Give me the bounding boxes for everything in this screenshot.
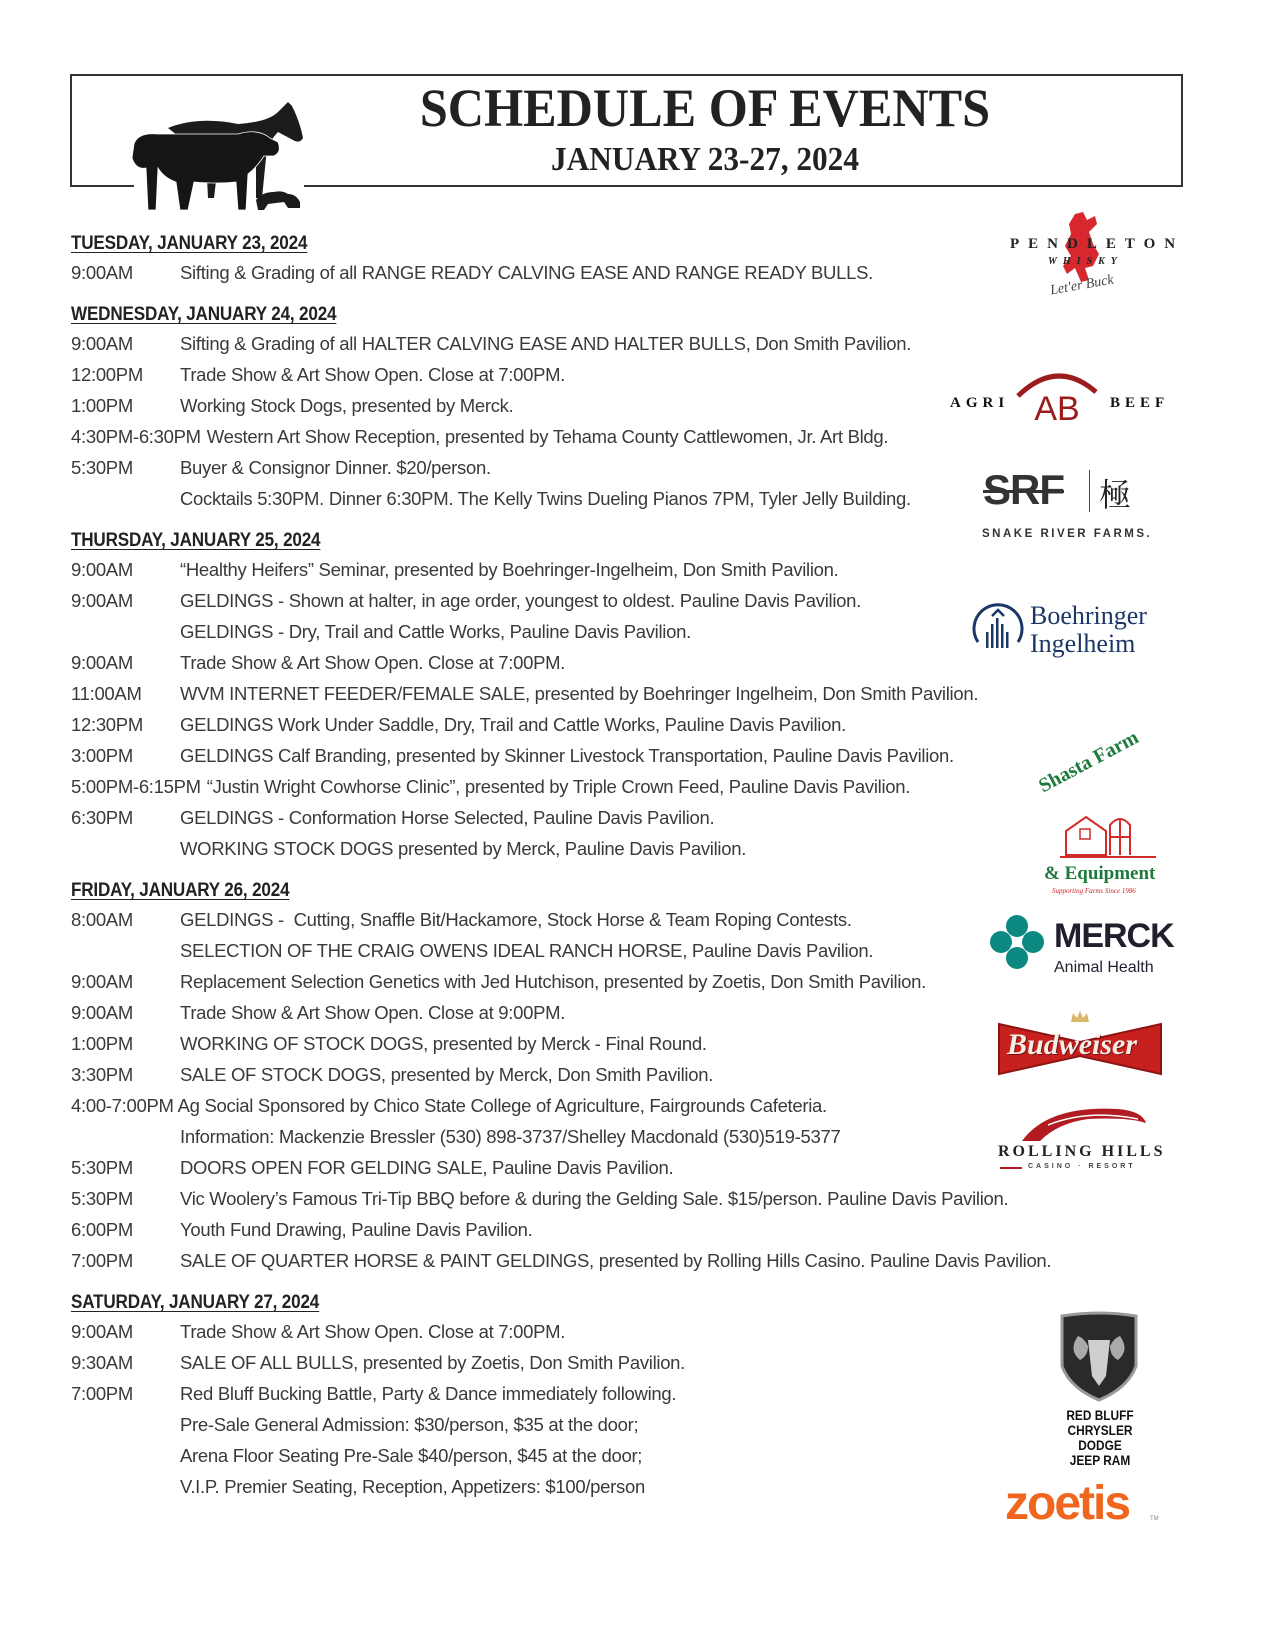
day-heading: WEDNESDAY, JANUARY 24, 2024 [71,304,337,325]
day-section-tuesday [71,231,1071,288]
pendleton-tagline: Let'er Buck [1049,272,1115,299]
event-description: Pre-Sale General Admission: $30/person, $35 at the door; [180,1414,639,1435]
boehringer-line2: Ingelheim [1030,629,1136,658]
event-time: 8:00AM [71,909,133,930]
srf-name: SNAKE RIVER FARMS. [982,528,1153,540]
event-row [71,421,1071,452]
event-row-continuation [71,616,1071,647]
event-row-continuation [71,1409,1071,1440]
zoetis-trademark: TM [1150,1516,1159,1522]
event-description: Trade Show & Art Show Open. Close at 7:00PM. [180,1321,566,1342]
page-title: SCHEDULE OF EVENTS [419,78,991,138]
event-description: Arena Floor Seating Pre-Sale $40/person, $45 at the door; [180,1445,643,1466]
event-time: 6:30PM [71,807,133,828]
event-time [71,1440,180,1471]
event-time: 9:00AM [71,262,133,283]
event-description: Western Art Show Reception, presented by Tehama County Cattlewomen, Jr. Art Bldg. [206,426,889,447]
event-row [71,740,1071,771]
rolling-hills-rule [1000,1167,1022,1169]
event-time: 3:00PM [71,745,133,766]
event-time [71,1471,180,1502]
event-row [71,452,1071,483]
merck-subtitle: Animal Health [1054,959,1154,976]
feather-icon [1018,1103,1148,1143]
agribeef-right-word: BEEF [1110,395,1170,411]
merck-wordmark: MERCK [1054,917,1174,955]
day-heading: THURSDAY, JANUARY 25, 2024 [71,530,321,551]
event-time [71,483,180,514]
page-subtitle: JANUARY 23-27, 2024 [551,141,859,178]
event-time: 12:00PM [71,364,143,385]
agribeef-brand-icon [1012,362,1102,424]
event-row-continuation [71,935,1071,966]
event-description: Trade Show & Art Show Open. Close at 7:00PM. [180,652,566,673]
event-row [71,1347,1071,1378]
event-row [71,1316,1071,1347]
sponsor-logo-rolling-hills [998,1103,1168,1173]
event-time: 9:00AM [71,559,133,580]
day-heading: SATURDAY, JANUARY 27, 2024 [71,1292,320,1313]
event-time [71,616,180,647]
crown-icon [1069,1010,1091,1024]
event-time: 9:00AM [71,1002,133,1023]
day-section-saturday [71,1290,1071,1502]
event-row [71,359,1071,390]
day-heading: TUESDAY, JANUARY 23, 2024 [71,233,308,254]
dodge-line3: JEEP RAM [1069,1453,1131,1468]
pendleton-whisky-label: WHISKY [1048,256,1123,267]
dodge-line2: CHRYSLER DODGE [1067,1423,1133,1453]
zoetis-wordmark: zoetis [1005,1477,1130,1530]
event-row [71,585,1071,616]
event-row [71,802,1071,833]
event-row-continuation [71,833,1071,864]
budweiser-wordmark: Budweiser [1007,1028,1138,1061]
pendleton-wordmark: PENDLETON [1010,236,1185,252]
ram-head-icon [1058,1310,1140,1402]
event-description: Sifting & Grading of all RANGE READY CALVING EASE AND RANGE READY BULLS. [180,262,873,283]
sponsor-logo-snake-river-farms [982,466,1173,550]
event-description: GELDINGS - Dry, Trail and Cattle Works, Pauline Davis Pavilion. [180,621,691,642]
shasta-tagline: Supporting Farms Since 1986 [1052,887,1136,895]
event-description: DOORS OPEN FOR GELDING SALE, Pauline Davis Pavilion. [180,1157,674,1178]
event-row [71,647,1071,678]
event-time: 9:00AM [71,971,133,992]
event-time: 12:30PM [71,714,143,735]
event-time [71,1121,180,1152]
event-row [71,904,1071,935]
event-description: Buyer & Consignor Dinner. $20/person. [180,457,491,478]
sponsor-logo-budweiser [995,1010,1165,1080]
event-time: 5:30PM [71,1157,133,1178]
event-row [71,1152,1071,1183]
event-time: 5:00PM-6:15PM [71,776,201,797]
event-row [71,1183,1071,1214]
event-row [71,709,1071,740]
event-description: Trade Show & Art Show Open. Close at 9:00PM. [180,1002,566,1023]
shasta-subtitle: & Equipment [1044,863,1156,884]
event-description: Information: Mackenzie Bressler (530) 898-3737/Shelley Macdonald (530)519-5377 [180,1126,841,1147]
sponsor-logo-pendleton [1010,210,1185,305]
event-row [71,1378,1071,1409]
event-row [71,997,1071,1028]
event-description: Ag Social Sponsored by Chico State College of Agriculture, Fairgrounds Cafeteria. [177,1095,827,1116]
event-time [71,935,180,966]
event-description: Working Stock Dogs, presented by Merck. [180,395,514,416]
rolling-hills-wordmark: ROLLING HILLS [998,1143,1166,1160]
boehringer-emblem-icon [970,602,1026,658]
sponsor-logo-red-bluff-dodge [1040,1310,1160,1468]
event-time [71,1409,180,1440]
event-description: WORKING STOCK DOGS presented by Merck, Pauline Davis Pavilion. [180,838,747,859]
event-row [71,554,1071,585]
event-time: 6:00PM [71,1219,133,1240]
event-time: 5:30PM [71,457,133,478]
event-time: 4:30PM-6:30PM [71,426,201,447]
boehringer-line1: Boehringer [1030,601,1147,630]
event-row [71,1028,1071,1059]
dodge-line1: RED BLUFF [1066,1408,1134,1423]
event-time: 1:00PM [71,395,133,416]
event-description: Vic Woolery’s Famous Tri-Tip BBQ before & during the Gelding Sale. $15/person. Pauline Davis Pavilion. [180,1188,1009,1209]
event-description: WORKING OF STOCK DOGS, presented by Merck - Final Round. [180,1033,707,1054]
event-row-continuation [71,1440,1071,1471]
event-description: GELDINGS - Conformation Horse Selected, Pauline Davis Pavilion. [180,807,715,828]
agribeef-mark: AB [1034,390,1080,424]
rolling-hills-subtitle: CASINO · RESORT [1028,1163,1136,1170]
event-row-continuation [71,1121,1071,1152]
event-row [71,1214,1071,1245]
event-description: Sifting & Grading of all HALTER CALVING EASE AND HALTER BULLS, Don Smith Pavilion. [180,333,912,354]
srf-wordmark: SRF [983,466,1064,513]
event-time: 9:00AM [71,590,133,611]
event-time: 4:00-7:00PM [71,1095,174,1116]
schedule-list [71,231,1071,1516]
event-description: SALE OF ALL BULLS, presented by Zoetis, Don Smith Pavilion. [180,1352,686,1373]
event-time: 5:30PM [71,1188,133,1209]
event-description: GELDINGS Work Under Saddle, Dry, Trail and Cattle Works, Pauline Davis Pavilion. [180,714,846,735]
event-time: 1:00PM [71,1033,133,1054]
event-row-continuation [71,1471,1071,1502]
event-description: V.I.P. Premier Seating, Reception, Appetizers: $100/person [180,1476,645,1497]
livestock-silhouette-icon [128,98,328,216]
event-description: “Justin Wright Cowhorse Clinic”, presented by Triple Crown Feed, Pauline Davis Pavilion. [206,776,911,797]
day-heading: FRIDAY, JANUARY 26, 2024 [71,880,290,901]
barn-icon [1060,809,1160,859]
event-time [71,833,180,864]
event-time: 9:30AM [71,1352,133,1373]
sponsor-logo-zoetis [1005,1476,1165,1536]
event-row [71,678,1071,709]
agribeef-left-word: AGRI [950,395,1010,411]
event-row [71,1090,1071,1121]
event-description: GELDINGS - Shown at halter, in age order, youngest to oldest. Pauline Davis Pavilion. [180,590,861,611]
event-row [71,966,1071,997]
day-section-friday [71,878,1071,1276]
sponsor-logo-merck [990,915,1175,985]
srf-divider [1089,470,1090,512]
event-description: SALE OF QUARTER HORSE & PAINT GELDINGS, presented by Rolling Hills Casino. Pauline Davis Pavilion. [180,1250,1052,1271]
event-row [71,328,1071,359]
event-time: 7:00PM [71,1383,133,1404]
event-row [71,771,1071,802]
event-time: 11:00AM [71,683,142,704]
event-row [71,1059,1071,1090]
event-row-continuation [71,483,1071,514]
sponsor-logo-boehringer-ingelheim [970,600,1170,662]
event-time: 7:00PM [71,1250,133,1271]
event-description: Youth Fund Drawing, Pauline Davis Pavilion. [180,1219,533,1240]
event-description: Replacement Selection Genetics with Jed Hutchison, presented by Zoetis, Don Smith Pavilion. [180,971,926,992]
event-description: Red Bluff Bucking Battle, Party & Dance immediately following. [180,1383,677,1404]
event-time: 9:00AM [71,652,133,673]
event-time: 9:00AM [71,1321,133,1342]
srf-kanji: 極 [1099,476,1132,514]
event-description: WVM INTERNET FEEDER/FEMALE SALE, presented by Boehringer Ingelheim, Don Smith Pavilion. [180,683,979,704]
event-row [71,390,1071,421]
event-time: 3:30PM [71,1064,133,1085]
event-description: Trade Show & Art Show Open. Close at 7:00PM. [180,364,566,385]
dodge-dealer-name [1047,1408,1153,1468]
sponsor-logo-shasta-farm [1035,726,1175,900]
event-description: “Healthy Heifers” Seminar, presented by Boehringer-Ingelheim, Don Smith Pavilion. [180,559,839,580]
event-row [71,257,1071,288]
day-section-wednesday [71,302,1071,514]
day-section-thursday [71,528,1071,864]
event-description: Cocktails 5:30PM. Dinner 6:30PM. The Kelly Twins Dueling Pianos 7PM, Tyler Jelly Building. [180,488,911,509]
shasta-title: Shasta Farm [1035,726,1143,798]
merck-emblem-icon [990,915,1044,969]
event-description: GELDINGS - Cutting, Snaffle Bit/Hackamore, Stock Horse & Team Roping Contests. [180,909,852,930]
event-description: SELECTION OF THE CRAIG OWENS IDEAL RANCH HORSE, Pauline Davis Pavilion. [180,940,874,961]
event-row [71,1245,1071,1276]
event-time: 9:00AM [71,333,133,354]
event-description: GELDINGS Calf Branding, presented by Skinner Livestock Transportation, Pauline Davis Pavilion. [180,745,954,766]
sponsor-logo-agribeef [950,362,1170,432]
event-description: SALE OF STOCK DOGS, presented by Merck, Don Smith Pavilion. [180,1064,714,1085]
